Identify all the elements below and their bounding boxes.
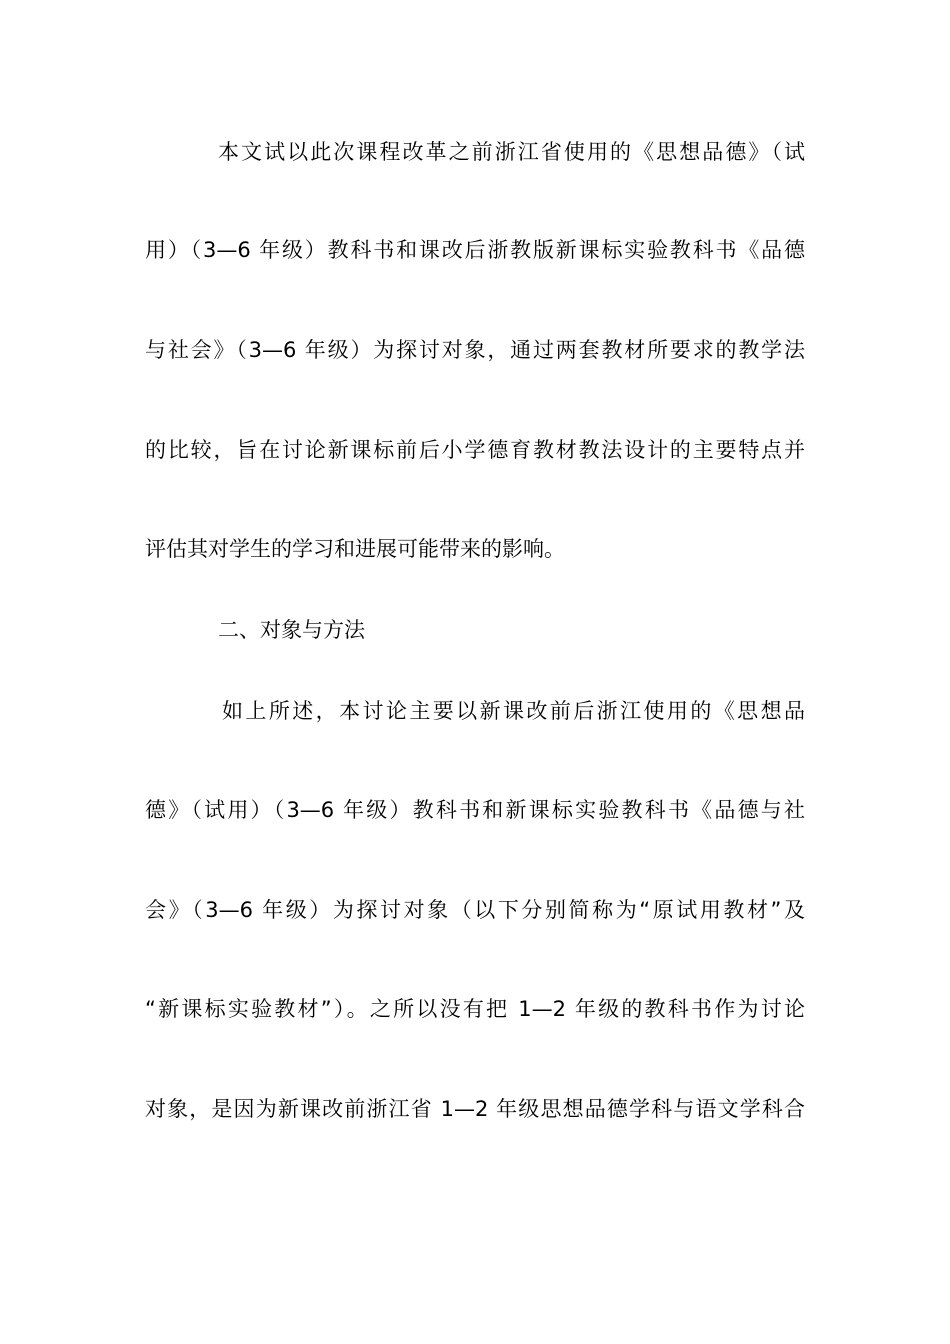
- section-heading: 二、对象与方法: [218, 618, 365, 642]
- paragraph-line: 的比较，旨在讨论新课标前后小学德育教材教法设计的主要特点并: [145, 438, 805, 462]
- paragraph-line: 评估其对学生的学习和进展可能带来的影响。: [145, 537, 565, 561]
- paragraph-line: 德》（试用）（3—6 年级）教科书和新课标实验教科书《品德与社: [145, 798, 805, 822]
- paragraph-line: 用）（3—6 年级）教科书和课改后浙教版新课标实验教科书《品德: [145, 238, 805, 262]
- paragraph-line: “新课标实验教材”）。之所以没有把 1—2 年级的教科书作为讨论: [145, 997, 805, 1021]
- paragraph-line: 与社会》（3—6 年级）为探讨对象，通过两套教材所要求的教学法: [145, 338, 805, 362]
- paragraph-line: 会》（3—6 年级）为探讨对象（以下分别简称为“原试用教材”及: [145, 898, 805, 922]
- paragraph-line: 对象，是因为新课改前浙江省 1—2 年级思想品德学科与语文学科合: [145, 1097, 805, 1121]
- paragraph-line: 如上所述，本讨论主要以新课改前后浙江使用的《思想品: [222, 699, 805, 723]
- paragraph-line: 本文试以此次课程改革之前浙江省使用的《思想品德》（试: [218, 140, 805, 164]
